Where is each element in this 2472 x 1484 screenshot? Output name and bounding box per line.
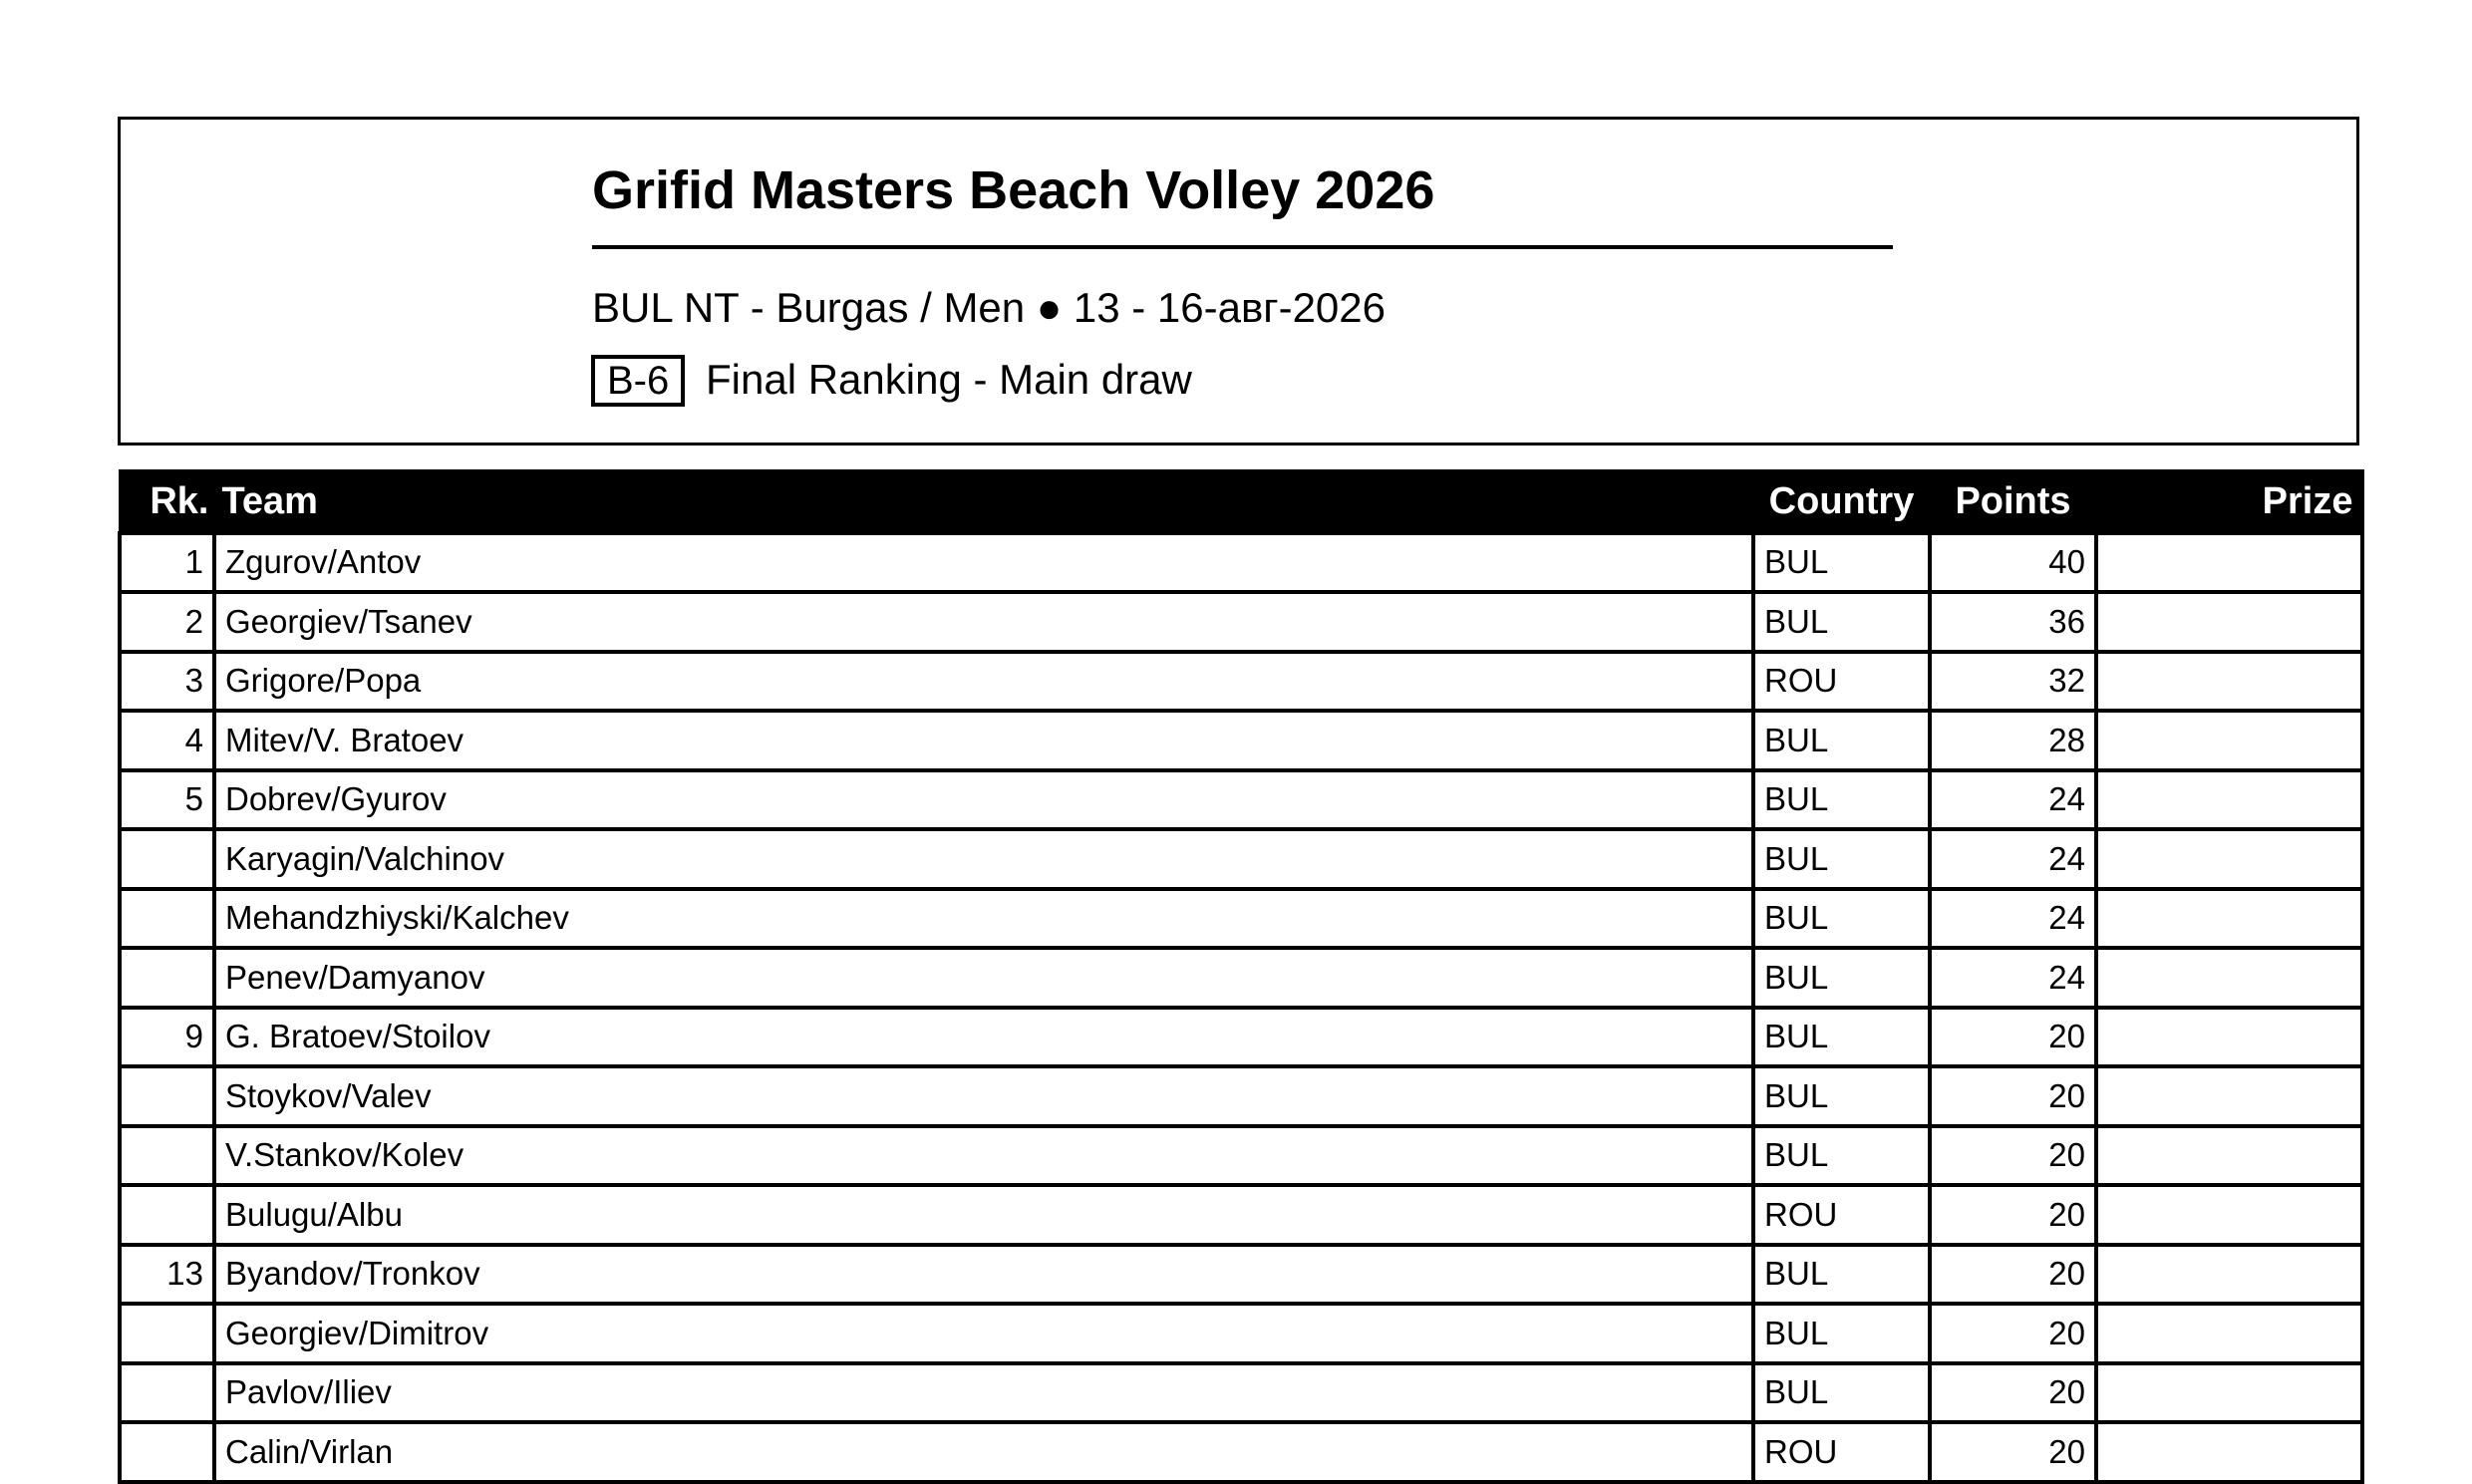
team-cell: Karyagin/Valchinov	[214, 829, 1753, 889]
prize-cell	[2096, 1245, 2362, 1305]
table-row	[120, 533, 2362, 593]
prize-cell	[2096, 1066, 2362, 1126]
column-header-rank: Rk.	[120, 471, 214, 533]
table-row	[120, 829, 2362, 889]
rank-cell	[120, 1304, 214, 1363]
table-row	[120, 652, 2362, 712]
team-cell: Calin/Virlan	[214, 1422, 1753, 1482]
rank-cell: 13	[120, 1245, 214, 1305]
team-cell: Byandov/Tronkov	[214, 1245, 1753, 1305]
team-cell: Mitev/V. Bratoev	[214, 711, 1753, 770]
team-cell: Dobrev/Gyurov	[214, 770, 1753, 830]
points-cell: 24	[1930, 889, 2096, 949]
points-cell: 20	[1930, 1245, 2096, 1305]
points-cell: 20	[1930, 1126, 2096, 1186]
prize-cell	[2096, 948, 2362, 1008]
country-cell: BUL	[1753, 711, 1930, 770]
rank-cell: 4	[120, 711, 214, 770]
country-cell: BUL	[1753, 1245, 1930, 1305]
country-cell: BUL	[1753, 1066, 1930, 1126]
table-row	[120, 1126, 2362, 1186]
country-cell: ROU	[1753, 1422, 1930, 1482]
country-cell: BUL	[1753, 889, 1930, 949]
rank-cell: 2	[120, 592, 214, 652]
title-underline	[592, 245, 1893, 249]
points-cell: 20	[1930, 1008, 2096, 1067]
team-cell: Georgiev/Tsanev	[214, 592, 1753, 652]
points-cell: 24	[1930, 948, 2096, 1008]
country-cell: BUL	[1753, 1126, 1930, 1186]
table-row	[120, 1363, 2362, 1423]
country-cell: ROU	[1753, 1185, 1930, 1245]
team-cell: Mehandzhiyski/Kalchev	[214, 889, 1753, 949]
rank-cell: 9	[120, 1008, 214, 1067]
rank-cell	[120, 1126, 214, 1186]
team-cell: Stoykov/Valev	[214, 1066, 1753, 1126]
page-title: Grifid Masters Beach Volley 2026	[592, 160, 1435, 220]
team-cell: Grigore/Popa	[214, 652, 1753, 712]
country-cell: BUL	[1753, 829, 1930, 889]
rank-cell: 3	[120, 652, 214, 712]
team-cell: Penev/Damyanov	[214, 948, 1753, 1008]
points-cell: 20	[1930, 1185, 2096, 1245]
document-code-badge: B-6	[591, 355, 685, 407]
rank-cell: 5	[120, 770, 214, 830]
prize-cell	[2096, 592, 2362, 652]
table-row	[120, 1066, 2362, 1126]
table-row	[120, 592, 2362, 652]
points-cell: 36	[1930, 592, 2096, 652]
points-cell: 20	[1930, 1422, 2096, 1482]
points-cell: 32	[1930, 652, 2096, 712]
team-cell: Georgiev/Dimitrov	[214, 1304, 1753, 1363]
table-row	[120, 889, 2362, 949]
table-header-row	[120, 471, 2362, 533]
table-row	[120, 711, 2362, 770]
points-cell: 40	[1930, 533, 2096, 593]
country-cell: BUL	[1753, 592, 1930, 652]
country-cell: BUL	[1753, 948, 1930, 1008]
points-cell: 28	[1930, 711, 2096, 770]
rank-cell	[120, 1066, 214, 1126]
points-cell: 20	[1930, 1304, 2096, 1363]
rank-cell: 1	[120, 533, 214, 593]
prize-cell	[2096, 533, 2362, 593]
event-subtitle: BUL NT - Burgas / Men ● 13 - 16-авг-2026	[592, 284, 1387, 331]
country-cell: BUL	[1753, 1363, 1930, 1423]
rank-cell	[120, 829, 214, 889]
prize-cell	[2096, 1304, 2362, 1363]
document-label: Final Ranking - Main draw	[706, 356, 1192, 403]
prize-cell	[2096, 1363, 2362, 1423]
prize-cell	[2096, 652, 2362, 712]
table-row	[120, 770, 2362, 830]
rank-cell	[120, 889, 214, 949]
prize-cell	[2096, 1185, 2362, 1245]
rank-cell	[120, 948, 214, 1008]
prize-cell	[2096, 829, 2362, 889]
team-cell: G. Bratoev/Stoilov	[214, 1008, 1753, 1067]
table-row	[120, 1304, 2362, 1363]
ranking-table-body	[120, 533, 2362, 1482]
country-cell: BUL	[1753, 533, 1930, 593]
table-row	[120, 1422, 2362, 1482]
points-cell: 24	[1930, 770, 2096, 830]
column-header-country: Country	[1753, 471, 1930, 533]
table-row	[120, 1008, 2362, 1067]
document-header	[118, 117, 2359, 445]
team-cell: Zgurov/Antov	[214, 533, 1753, 593]
points-cell: 20	[1930, 1066, 2096, 1126]
prize-cell	[2096, 1008, 2362, 1067]
country-cell: BUL	[1753, 1304, 1930, 1363]
column-header-team: Team	[214, 471, 1753, 533]
prize-cell	[2096, 711, 2362, 770]
country-cell: ROU	[1753, 652, 1930, 712]
team-cell: Pavlov/Iliev	[214, 1363, 1753, 1423]
points-cell: 24	[1930, 829, 2096, 889]
team-cell: Bulugu/Albu	[214, 1185, 1753, 1245]
table-row	[120, 948, 2362, 1008]
table-row	[120, 1185, 2362, 1245]
column-header-points: Points	[1930, 471, 2096, 533]
rank-cell	[120, 1363, 214, 1423]
rank-cell	[120, 1185, 214, 1245]
column-header-prize: Prize	[2096, 471, 2362, 533]
prize-cell	[2096, 1126, 2362, 1186]
points-cell: 20	[1930, 1363, 2096, 1423]
country-cell: BUL	[1753, 770, 1930, 830]
table-row	[120, 1245, 2362, 1305]
team-cell: V.Stankov/Kolev	[214, 1126, 1753, 1186]
ranking-table	[118, 469, 2364, 1484]
rank-cell	[120, 1422, 214, 1482]
prize-cell	[2096, 1422, 2362, 1482]
country-cell: BUL	[1753, 1008, 1930, 1067]
prize-cell	[2096, 889, 2362, 949]
prize-cell	[2096, 770, 2362, 830]
